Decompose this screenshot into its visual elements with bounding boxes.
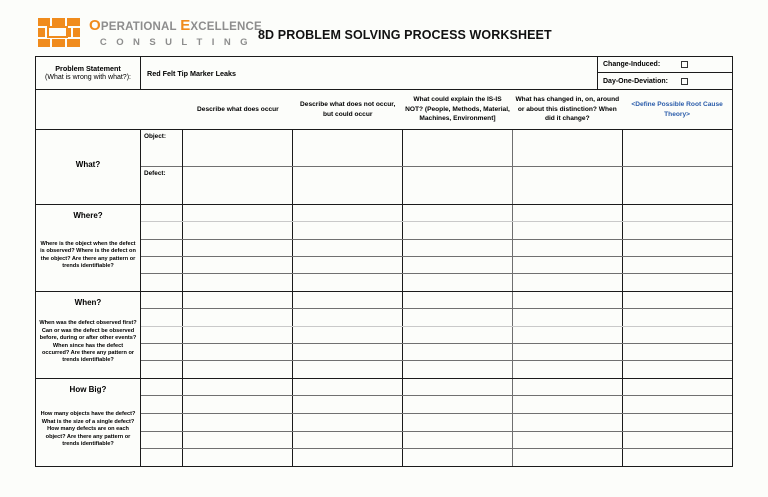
cell-when-r2-changes[interactable] (513, 309, 623, 326)
cell-howbig-r3-distinctions[interactable] (403, 414, 513, 431)
cell-where-r4-distinctions[interactable] (403, 257, 513, 273)
table-row (183, 167, 732, 204)
section-where-questions: Where is the object when the defect is observed? Where is the defect on the object? Are there any pattern or trends identifiable? (40, 240, 136, 269)
cell-where-r2-is[interactable] (183, 222, 293, 239)
cell-where-r4-is-not[interactable] (293, 257, 403, 273)
cell-where-r3-sub[interactable] (141, 240, 183, 257)
column-header-root-cause-theory: <Define Possible Root Cause Theory> (631, 101, 723, 118)
cell-when-r4-changes[interactable] (513, 344, 623, 360)
cell-where-r1-sub[interactable] (141, 205, 183, 221)
section-where-cells (141, 205, 732, 291)
cell-what-object-is[interactable] (183, 130, 293, 166)
cell-where-r1-is-not[interactable] (293, 205, 403, 221)
cell-when-r3-theory[interactable] (623, 327, 732, 344)
cell-howbig-r5-theory[interactable] (623, 449, 732, 466)
problem-statement-label-line2: (What is wrong with what?): (45, 74, 131, 81)
column-header-is: Describe what does occur (197, 105, 279, 113)
cell-howbig-r4-is[interactable] (183, 432, 293, 448)
cell-howbig-r1-is-not[interactable] (293, 379, 403, 395)
table-row (141, 292, 732, 309)
cell-howbig-r4-changes[interactable] (513, 432, 623, 448)
column-header-is-not: Describe what does not occur, but could occur (300, 101, 396, 118)
table-row (141, 379, 732, 396)
page-header (0, 0, 768, 52)
cell-howbig-r5-changes[interactable] (513, 449, 623, 466)
section-when-questions: When was the defect observed first? Can or was the defect be observed before, during or after other events? When since has the defect occurred? Are there any pattern or trends identifiable? (39, 320, 137, 364)
cell-howbig-r3-sub[interactable] (141, 414, 183, 431)
cell-when-r5-sub[interactable] (141, 361, 183, 378)
cell-howbig-r5-sub[interactable] (141, 449, 183, 466)
cell-howbig-r3-is-not[interactable] (293, 414, 403, 431)
logo-cap-o: O (89, 17, 101, 34)
cell-howbig-r2-sub[interactable] (141, 396, 183, 413)
cell-where-r2-theory[interactable] (623, 222, 732, 239)
problem-statement-row (36, 57, 732, 90)
cell-howbig-r1-sub[interactable] (141, 379, 183, 395)
logo-rest-operational: PERATIONAL (100, 21, 177, 33)
cell-where-r3-changes[interactable] (513, 240, 623, 257)
sublabel-object: Object: (141, 130, 182, 167)
cell-when-r5-is-not[interactable] (293, 361, 403, 378)
section-where (36, 205, 732, 292)
cell-where-r1-theory[interactable] (623, 205, 732, 221)
cell-when-r5-changes[interactable] (513, 361, 623, 378)
cell-when-r4-theory[interactable] (623, 344, 732, 360)
cell-when-r2-is[interactable] (183, 309, 293, 326)
flag-change-induced[interactable] (598, 57, 732, 73)
cell-where-r5-is-not[interactable] (293, 274, 403, 291)
section-when-title: When? (74, 298, 102, 307)
cell-where-r1-is[interactable] (183, 205, 293, 221)
cell-where-r5-theory[interactable] (623, 274, 732, 291)
table-row (141, 257, 732, 274)
section-how-big-label (36, 379, 141, 466)
cell-when-r3-is-not[interactable] (293, 327, 403, 344)
section-where-label (36, 205, 141, 291)
cell-howbig-r5-is[interactable] (183, 449, 293, 466)
cell-howbig-r1-theory[interactable] (623, 379, 732, 395)
cell-howbig-r2-distinctions[interactable] (403, 396, 513, 413)
flag-day-one-deviation-checkbox[interactable] (681, 78, 688, 85)
cell-howbig-r4-sub[interactable] (141, 432, 183, 448)
flag-day-one-deviation-label: Day-One-Deviation: (603, 77, 668, 85)
sublabel-defect: Defect: (144, 170, 166, 177)
cell-howbig-r5-is-not[interactable] (293, 449, 403, 466)
cell-howbig-r4-distinctions[interactable] (403, 432, 513, 448)
table-row (141, 449, 732, 466)
column-header-sublabel-spacer (141, 90, 183, 129)
column-header-spacer (36, 90, 141, 129)
cell-where-r5-sub[interactable] (141, 274, 183, 291)
table-row (141, 222, 732, 240)
table-row (141, 396, 732, 414)
cell-howbig-r2-is[interactable] (183, 396, 293, 413)
cell-what-defect-is[interactable] (183, 167, 293, 204)
company-name (89, 18, 262, 48)
cell-what-object-changes[interactable] (513, 130, 623, 166)
cell-when-r1-distinctions[interactable] (403, 292, 513, 308)
table-row (141, 205, 732, 222)
cell-what-defect-distinctions[interactable] (403, 167, 513, 204)
cell-howbig-r2-changes[interactable] (513, 396, 623, 413)
page-title: 8D PROBLEM SOLVING PROCESS WORKSHEET (258, 28, 552, 42)
logo-cap-e: E (180, 17, 191, 34)
cell-where-r3-distinctions[interactable] (403, 240, 513, 257)
cell-what-defect-is-not[interactable] (293, 167, 403, 204)
section-how-big-title: How Big? (69, 385, 107, 394)
cell-howbig-r1-distinctions[interactable] (403, 379, 513, 395)
table-row (141, 309, 732, 327)
table-row (141, 361, 732, 378)
cell-what-object-theory[interactable] (623, 130, 732, 166)
cell-where-r2-is-not[interactable] (293, 222, 403, 239)
cell-when-r1-changes[interactable] (513, 292, 623, 308)
cell-where-r1-distinctions[interactable] (403, 205, 513, 221)
cell-where-r5-distinctions[interactable] (403, 274, 513, 291)
cell-where-r3-is[interactable] (183, 240, 293, 257)
cell-howbig-r5-distinctions[interactable] (403, 449, 513, 466)
table-row (141, 327, 732, 345)
cell-when-r3-distinctions[interactable] (403, 327, 513, 344)
flag-day-one-deviation[interactable] (598, 73, 732, 89)
problem-statement-value[interactable]: Red Felt Tip Marker Leaks (141, 57, 598, 89)
cell-when-r2-is-not[interactable] (293, 309, 403, 326)
cell-when-r4-is-not[interactable] (293, 344, 403, 360)
section-what-cells (183, 130, 732, 204)
cell-where-r4-sub[interactable] (141, 257, 183, 273)
cell-when-r2-distinctions[interactable] (403, 309, 513, 326)
cell-howbig-r2-is-not[interactable] (293, 396, 403, 413)
cell-howbig-r3-is[interactable] (183, 414, 293, 431)
cell-howbig-r1-changes[interactable] (513, 379, 623, 395)
table-row (141, 344, 732, 361)
company-logo (38, 18, 262, 48)
cell-howbig-r3-theory[interactable] (623, 414, 732, 431)
column-header-changes: What has changed in, on, around or about this distinction? When did it change? (515, 96, 620, 123)
section-how-big-questions: How many objects have the defect? What is the size of a single defect? How many defects are on each object? Are there any pattern or trends identifiable? (40, 411, 136, 448)
cell-where-r3-is-not[interactable] (293, 240, 403, 257)
cell-when-r3-changes[interactable] (513, 327, 623, 344)
worksheet-table (35, 56, 733, 467)
cell-when-r5-theory[interactable] (623, 361, 732, 378)
section-how-big (36, 379, 732, 466)
company-name-line1 (89, 19, 262, 34)
logo-rest-excellence: XCELLENCE (190, 21, 262, 33)
table-row (183, 130, 732, 167)
cell-howbig-r4-theory[interactable] (623, 432, 732, 448)
cell-when-r1-sub[interactable] (141, 292, 183, 308)
cell-when-r1-is[interactable] (183, 292, 293, 308)
cell-where-r4-theory[interactable] (623, 257, 732, 273)
cell-when-r3-is[interactable] (183, 327, 293, 344)
cell-when-r5-distinctions[interactable] (403, 361, 513, 378)
cell-what-defect-theory[interactable] (623, 167, 732, 204)
cell-when-r3-sub[interactable] (141, 327, 183, 344)
company-tagline: C O N S U L T I N G (99, 37, 251, 48)
cell-howbig-r1-is[interactable] (183, 379, 293, 395)
deviation-flags (598, 57, 732, 89)
table-row (141, 240, 732, 258)
cell-howbig-r2-theory[interactable] (623, 396, 732, 413)
cell-howbig-r3-changes[interactable] (513, 414, 623, 431)
cell-where-r4-changes[interactable] (513, 257, 623, 273)
section-what-title: What? (75, 160, 101, 169)
cell-when-r1-is-not[interactable] (293, 292, 403, 308)
section-what (36, 130, 732, 205)
column-header-row (36, 90, 732, 130)
cell-where-r5-is[interactable] (183, 274, 293, 291)
cell-when-r4-sub[interactable] (141, 344, 183, 360)
problem-statement-label (36, 57, 141, 89)
section-how-big-cells (141, 379, 732, 466)
table-row (141, 414, 732, 432)
section-when-label (36, 292, 141, 378)
cell-where-r2-distinctions[interactable] (403, 222, 513, 239)
section-where-title: Where? (73, 211, 103, 220)
cell-what-defect-changes[interactable] (513, 167, 623, 204)
table-row (141, 274, 732, 291)
cell-when-r4-is[interactable] (183, 344, 293, 360)
problem-statement-label-line1: Problem Statement (55, 64, 121, 73)
cell-when-r5-is[interactable] (183, 361, 293, 378)
section-what-label (36, 130, 141, 204)
cell-where-r4-is[interactable] (183, 257, 293, 273)
cell-when-r2-sub[interactable] (141, 309, 183, 326)
cell-where-r2-changes[interactable] (513, 222, 623, 239)
section-what-sublabels (141, 130, 183, 204)
cell-where-r2-sub[interactable] (141, 222, 183, 239)
cell-what-object-is-not[interactable] (293, 130, 403, 166)
cell-when-r1-theory[interactable] (623, 292, 732, 308)
flag-change-induced-label: Change-Induced: (603, 61, 661, 68)
flag-change-induced-checkbox[interactable] (681, 61, 688, 68)
section-when (36, 292, 732, 379)
brick-grid-logo-icon (38, 18, 80, 47)
table-row (141, 432, 732, 449)
section-when-cells (141, 292, 732, 378)
cell-when-r2-theory[interactable] (623, 309, 732, 326)
cell-howbig-r4-is-not[interactable] (293, 432, 403, 448)
cell-where-r3-theory[interactable] (623, 240, 732, 257)
cell-where-r5-changes[interactable] (513, 274, 623, 291)
column-header-distinctions: What could explain the IS-IS NOT? (People, Methods, Material, Machines, Environment] (405, 96, 510, 123)
cell-where-r1-changes[interactable] (513, 205, 623, 221)
cell-when-r4-distinctions[interactable] (403, 344, 513, 360)
cell-what-object-distinctions[interactable] (403, 130, 513, 166)
